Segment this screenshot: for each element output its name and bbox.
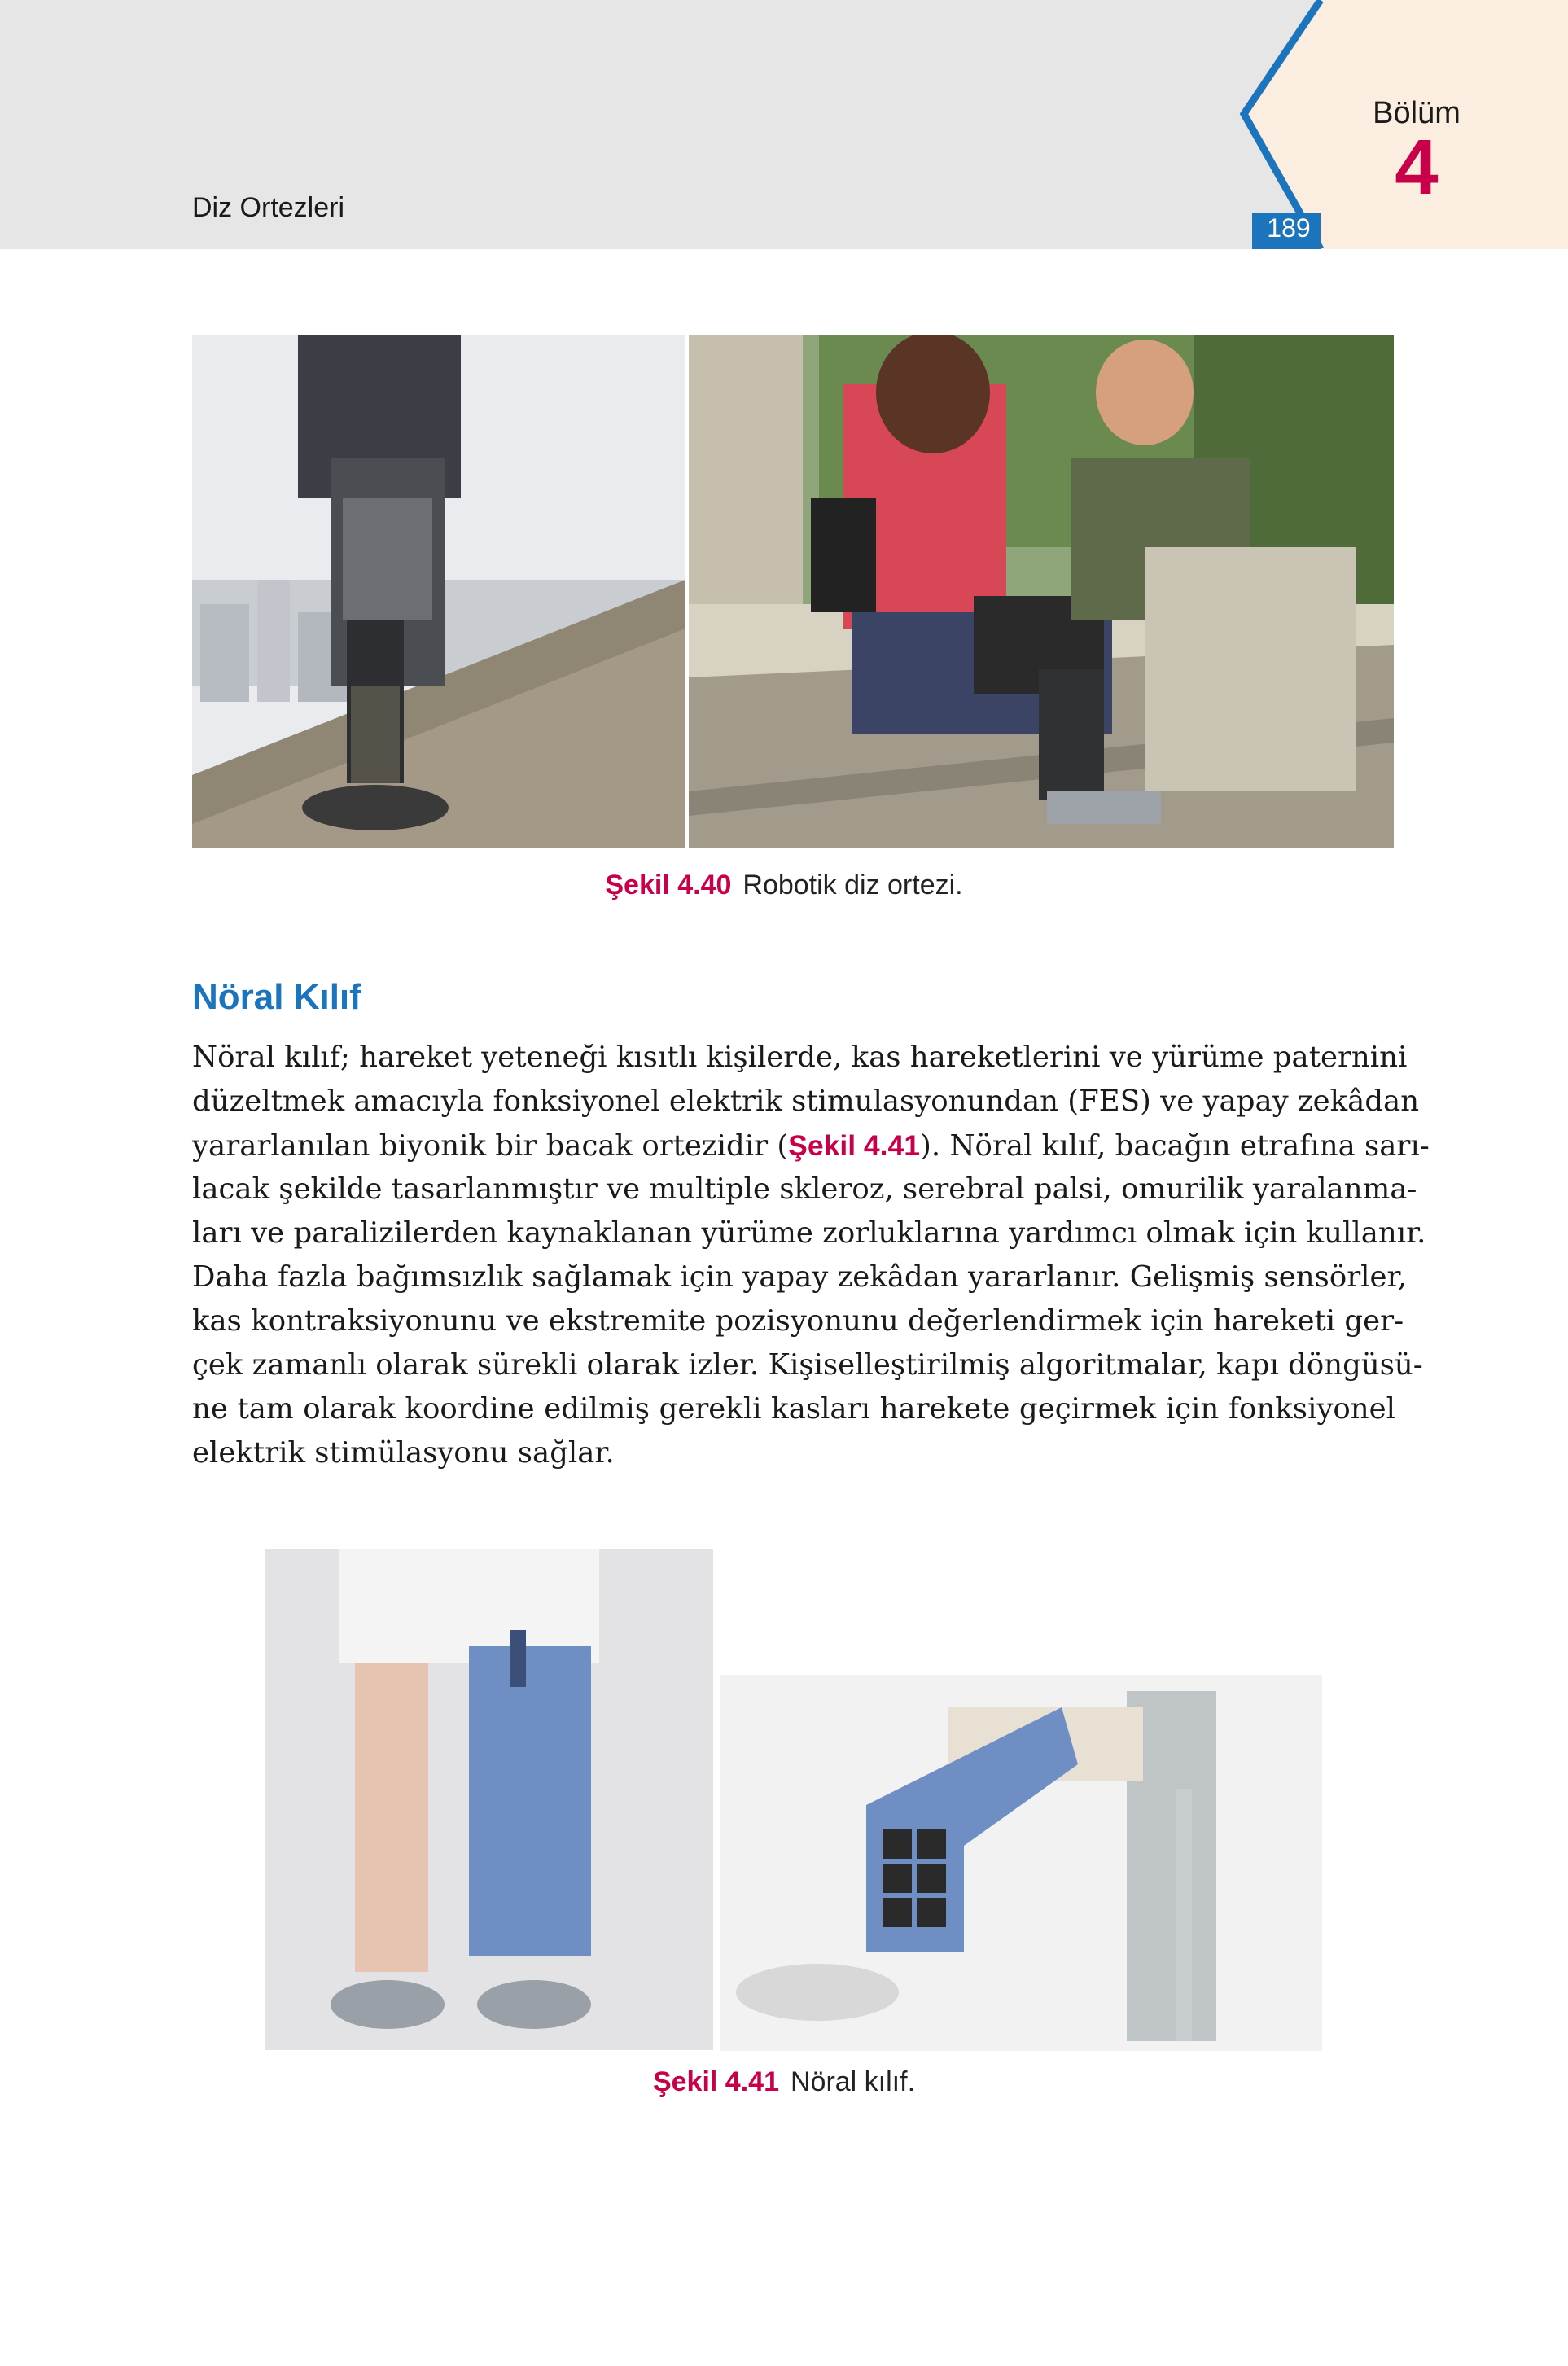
figure-reference-link[interactable]: Şekil 4.41 xyxy=(788,1129,921,1162)
body-line: kas kontraksiyonunu ve ekstremite pozisyonunu değerlendirmek için hareketi ger- xyxy=(192,1304,1404,1338)
page-number: 189 xyxy=(1267,213,1311,243)
body-line: ne tam olarak koordine edilmiş gerekli kasları harekete geçirmek için fonksiyonel xyxy=(192,1392,1395,1426)
body-line: çek zamanlı olarak sürekli olarak izler. Kişiselleştirilmiş algoritmalar, kapı döngüsü- xyxy=(192,1348,1423,1382)
body-line: elektrik stimülasyonu sağlar. xyxy=(192,1436,615,1470)
figure-4-40-caption xyxy=(0,870,1568,901)
figure-4-40-photo-right xyxy=(689,335,1394,848)
figure-4-40-caption-text: Robotik diz ortezi. xyxy=(742,870,963,900)
figure-4-41-photo-right xyxy=(720,1675,1322,2051)
figure-4-41-caption xyxy=(0,2066,1568,2098)
body-line: Nöral kılıf; hareket yeteneği kısıtlı kişilerde, kas hareketlerini ve yürüme paternini xyxy=(192,1041,1408,1074)
chapter-label: Bölüm xyxy=(1373,96,1461,130)
section-heading: Nöral Kılıf xyxy=(192,977,361,1017)
chapter-number: 4 xyxy=(1395,124,1439,211)
running-title: Diz Ortezleri xyxy=(192,192,345,223)
body-line-part: ). Nöral kılıf, bacağın etrafına sarı- xyxy=(920,1129,1430,1163)
body-line: düzeltmek amacıyla fonksiyonel elektrik stimulasyonundan (FES) ve yapay zekâdan xyxy=(192,1084,1420,1118)
figure-4-41-caption-text: Nöral kılıf. xyxy=(790,2066,916,2097)
figure-4-40-label: Şekil 4.40 xyxy=(605,870,732,900)
body-line xyxy=(192,1124,1430,1168)
figure-4-41-label: Şekil 4.41 xyxy=(652,2066,779,2097)
body-line: Daha fazla bağımsızlık sağlamak için yapay zekâdan yararlanır. Gelişmiş sensörler, xyxy=(192,1260,1407,1294)
body-line-part: yararlanılan biyonik bir bacak ortezidir ( xyxy=(192,1129,789,1163)
figure-4-41-photo-left xyxy=(265,1549,713,2050)
body-line: ları ve paralizilerden kaynaklanan yürüme zorluklarına yardımcı olmak için kullanır. xyxy=(192,1216,1426,1250)
body-line: lacak şekilde tasarlanmıştır ve multiple skleroz, serebral palsi, omurilik yaralanma- xyxy=(192,1172,1417,1206)
figure-4-40-photo-left xyxy=(192,335,685,848)
body-paragraph xyxy=(192,1036,1430,1475)
